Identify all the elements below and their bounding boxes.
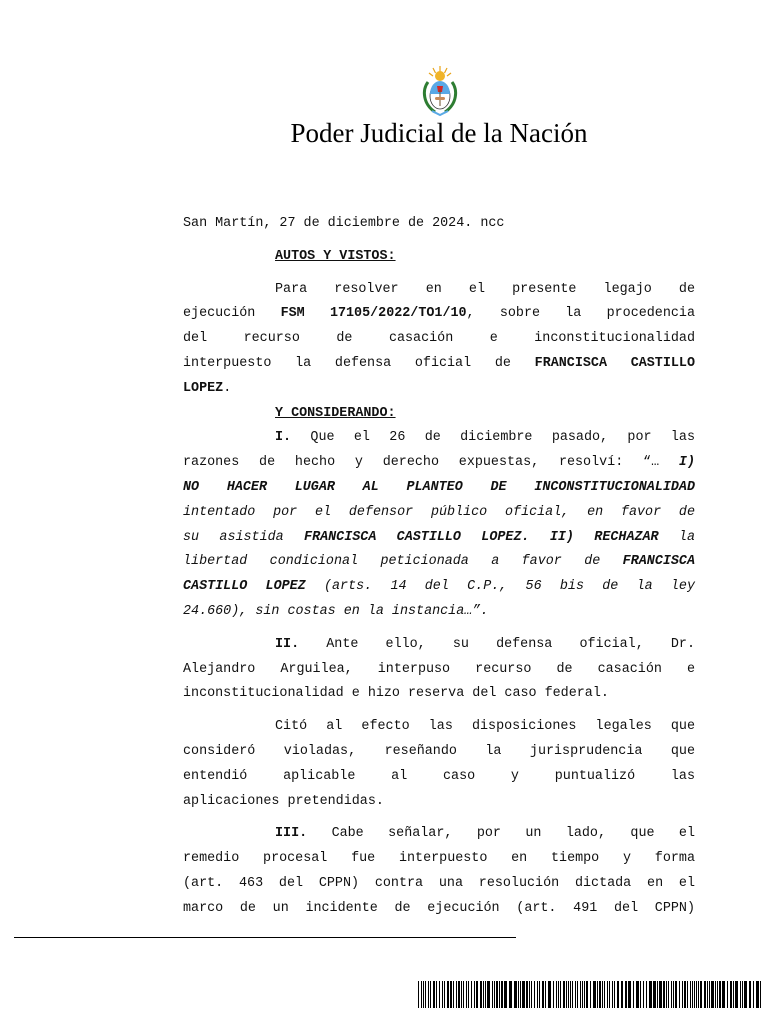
barcode-bar xyxy=(568,981,569,1008)
section-number: III. xyxy=(275,826,308,842)
barcode-bar xyxy=(633,981,634,1008)
barcode-bar xyxy=(640,981,641,1008)
barcode-bar xyxy=(456,981,457,1008)
barcode-bar xyxy=(501,981,503,1008)
paragraph-line: I. Que el 26 de diciembre pasado, por las xyxy=(275,430,695,446)
barcode-bar xyxy=(709,981,710,1008)
barcode-bar xyxy=(675,981,677,1008)
barcode-bar xyxy=(722,981,725,1008)
barcode-bar xyxy=(453,981,454,1008)
barcode-bar xyxy=(492,981,493,1008)
paragraph-line: consideró violadas, reseñando la jurisprudencia que xyxy=(183,743,695,759)
paragraph-line: CASTILLO LOPEZ (arts. 14 del C.P., 56 bis de la ley xyxy=(183,579,695,595)
paragraph-line: entendió aplicable al caso y puntualizó las xyxy=(183,768,695,784)
barcode-bar xyxy=(584,981,585,1008)
barcode-bar xyxy=(742,981,743,1008)
resolution-body xyxy=(183,212,695,922)
barcode-bar xyxy=(548,981,551,1008)
paragraph-line: II. Ante ello, su defensa oficial, Dr. xyxy=(275,636,695,652)
barcode-bar xyxy=(570,981,571,1008)
barcode-bar xyxy=(657,981,658,1008)
barcode-bar xyxy=(756,981,759,1008)
barcode-bar xyxy=(447,981,449,1008)
barcode-bar xyxy=(442,981,443,1008)
barcode-bar xyxy=(487,981,490,1008)
barcode-bar xyxy=(614,981,615,1008)
paragraph-line: III. Cabe señalar, por un lado, que el xyxy=(275,826,695,842)
barcode-bar xyxy=(760,981,761,1008)
barcode-bar xyxy=(421,981,422,1008)
barcode-bar xyxy=(494,981,495,1008)
barcode-bar xyxy=(646,981,647,1008)
paragraph-line: remedio procesal fue interpuesto en tiempo y forma xyxy=(183,851,695,867)
barcode-bar xyxy=(597,981,598,1008)
barcode-bar xyxy=(529,981,530,1008)
paragraph-line: interpuesto la defensa oficial de FRANCISCA CASTILLO xyxy=(183,355,695,371)
barcode-bar xyxy=(509,981,512,1008)
barcode-bar xyxy=(593,981,596,1008)
paragraph-line: NO HACER LUGAR AL PLANTEO DE INCONSTITUCIONALIDAD xyxy=(183,479,695,495)
barcode-bar xyxy=(575,981,576,1008)
barcode-bar xyxy=(666,981,667,1008)
barcode-bar xyxy=(715,981,716,1008)
considerando-heading: Y CONSIDERANDO: xyxy=(275,405,396,421)
paragraph-line: Alejandro Arguilea, interpuso recurso de casación e xyxy=(183,661,695,677)
paragraph-line: del recurso de casación e inconstitucionalidad xyxy=(183,331,695,347)
barcode-bar xyxy=(719,981,721,1008)
barcode-bar xyxy=(607,981,608,1008)
barcode-bar xyxy=(518,981,519,1008)
barcode-bar xyxy=(704,981,706,1008)
barcode-bar xyxy=(463,981,464,1008)
barcode-bar xyxy=(684,981,686,1008)
coat-of-arms-icon xyxy=(419,64,461,118)
paragraph-line: Citó al efecto las disposiciones legales que xyxy=(275,719,695,735)
barcode-bar xyxy=(439,981,440,1008)
barcode-bar xyxy=(468,981,469,1008)
barcode-bar xyxy=(663,981,665,1008)
barcode-bar xyxy=(717,981,718,1008)
barcode-bar xyxy=(744,981,747,1008)
barcode-bar xyxy=(545,981,546,1008)
barcode-bar xyxy=(428,981,429,1008)
paragraph-line: (art. 463 del CPPN) contra una resolución dictada en el xyxy=(183,875,695,891)
barcode-bar xyxy=(450,981,452,1008)
paragraph-line: Para resolver en el presente legajo de xyxy=(275,281,695,297)
barcode-bar xyxy=(423,981,424,1008)
barcode-bar xyxy=(753,981,754,1008)
barcode-bar xyxy=(617,981,619,1008)
barcode-bar xyxy=(553,981,554,1008)
section-number: II. xyxy=(275,636,300,652)
barcode-bar xyxy=(711,981,714,1008)
paragraph-line: su asistida FRANCISCA CASTILLO LOPEZ. II) RECHAZAR la xyxy=(183,529,695,545)
paragraph-line: intentado por el defensor público oficial, en favor de xyxy=(183,504,695,520)
barcode-bar xyxy=(534,981,535,1008)
barcode-bar xyxy=(659,981,662,1008)
paragraph-line: aplicaciones pretendidas. xyxy=(183,793,384,809)
barcode-bar xyxy=(679,981,680,1008)
barcode-bar xyxy=(692,981,693,1008)
barcode-bar xyxy=(471,981,472,1008)
barcode-bar xyxy=(735,981,738,1008)
barcode-bar xyxy=(480,981,482,1008)
barcode-bar xyxy=(690,981,691,1008)
paragraph-line: inconstitucionalidad e hizo reserva del caso federal. xyxy=(183,686,609,702)
barcode-bar xyxy=(430,981,431,1008)
barcode-bar xyxy=(694,981,695,1008)
barcode-bar xyxy=(425,981,426,1008)
barcode-bar xyxy=(539,981,540,1008)
barcode-bar xyxy=(749,981,751,1008)
barcode-bar xyxy=(466,981,467,1008)
barcode-bar xyxy=(696,981,697,1008)
barcode-bar xyxy=(560,981,561,1008)
footnote-divider xyxy=(14,937,516,938)
barcode-bar xyxy=(563,981,565,1008)
barcode-bar xyxy=(458,981,460,1008)
barcode-bar xyxy=(599,981,601,1008)
barcode-bar xyxy=(643,981,644,1008)
barcode-bar xyxy=(668,981,669,1008)
barcode-bar xyxy=(602,981,603,1008)
court-header-title: Poder Judicial de la Nación xyxy=(290,118,588,148)
barcode-bar xyxy=(621,981,623,1008)
barcode-bar xyxy=(586,981,588,1008)
paragraph-line: marco de un incidente de ejecución (art. 491 del CPPN) xyxy=(183,900,695,916)
paragraph-line: razones de hecho y derecho expuestas, resolví: “… I) xyxy=(183,455,695,471)
barcode-bar xyxy=(590,981,591,1008)
barcode-bar xyxy=(612,981,613,1008)
barcode-bar xyxy=(707,981,708,1008)
barcode-bar xyxy=(700,981,702,1008)
barcode-bar xyxy=(522,981,525,1008)
barcode-bar xyxy=(625,981,627,1008)
barcode-bar xyxy=(542,981,544,1008)
barcode-bar xyxy=(673,981,674,1008)
barcode-bar xyxy=(537,981,538,1008)
barcode-bar xyxy=(476,981,478,1008)
barcode-bar xyxy=(636,981,639,1008)
barcode-bar xyxy=(582,981,583,1008)
date-line: San Martín, 27 de diciembre de 2024. ncc xyxy=(183,216,505,231)
paragraph-line: LOPEZ. xyxy=(183,380,232,396)
barcode-bar xyxy=(436,981,437,1008)
case-number: FSM 17105/2022/TO1/10 xyxy=(280,306,467,322)
barcode-bar xyxy=(727,981,728,1008)
paragraph-line: 24.660), sin costas en la instancia…”. xyxy=(183,603,489,619)
barcode-bar xyxy=(556,981,557,1008)
barcode-bar xyxy=(520,981,521,1008)
barcode-bar xyxy=(733,981,734,1008)
barcode-bar xyxy=(499,981,500,1008)
autos-heading: AUTOS Y VISTOS: xyxy=(275,248,396,264)
barcode-bar xyxy=(698,981,699,1008)
barcode-bar xyxy=(496,981,498,1008)
paragraph-line: ejecución FSM 17105/2022/TO1/10, sobre la procedencia xyxy=(183,306,695,322)
barcode-bar xyxy=(485,981,486,1008)
barcode-bar xyxy=(444,981,445,1008)
barcode-bar xyxy=(671,981,672,1008)
barcode-bar xyxy=(461,981,462,1008)
barcode-bar xyxy=(682,981,683,1008)
barcode-bar xyxy=(740,981,741,1008)
section-number: I. xyxy=(275,430,292,446)
barcode-bar xyxy=(558,981,559,1008)
barcode-icon xyxy=(418,981,764,1008)
barcode-bar xyxy=(526,981,528,1008)
barcode-bar xyxy=(730,981,732,1008)
barcode-bar xyxy=(628,981,631,1008)
barcode-bar xyxy=(531,981,532,1008)
barcode-bar xyxy=(653,981,656,1008)
barcode-bar xyxy=(577,981,578,1008)
barcode-bar xyxy=(566,981,567,1008)
barcode-bar xyxy=(572,981,573,1008)
barcode-bar xyxy=(687,981,688,1008)
barcode-bar xyxy=(514,981,517,1008)
barcode-bar xyxy=(418,981,419,1008)
barcode-bar xyxy=(609,981,610,1008)
paragraph-line: libertad condicional peticionada a favor de FRANCISCA xyxy=(183,554,695,570)
barcode-bar xyxy=(474,981,475,1008)
barcode-bar xyxy=(580,981,581,1008)
barcode-bar xyxy=(604,981,605,1008)
barcode-bar xyxy=(433,981,435,1008)
barcode-bar xyxy=(504,981,507,1008)
barcode-bar xyxy=(483,981,484,1008)
barcode-bar xyxy=(649,981,652,1008)
